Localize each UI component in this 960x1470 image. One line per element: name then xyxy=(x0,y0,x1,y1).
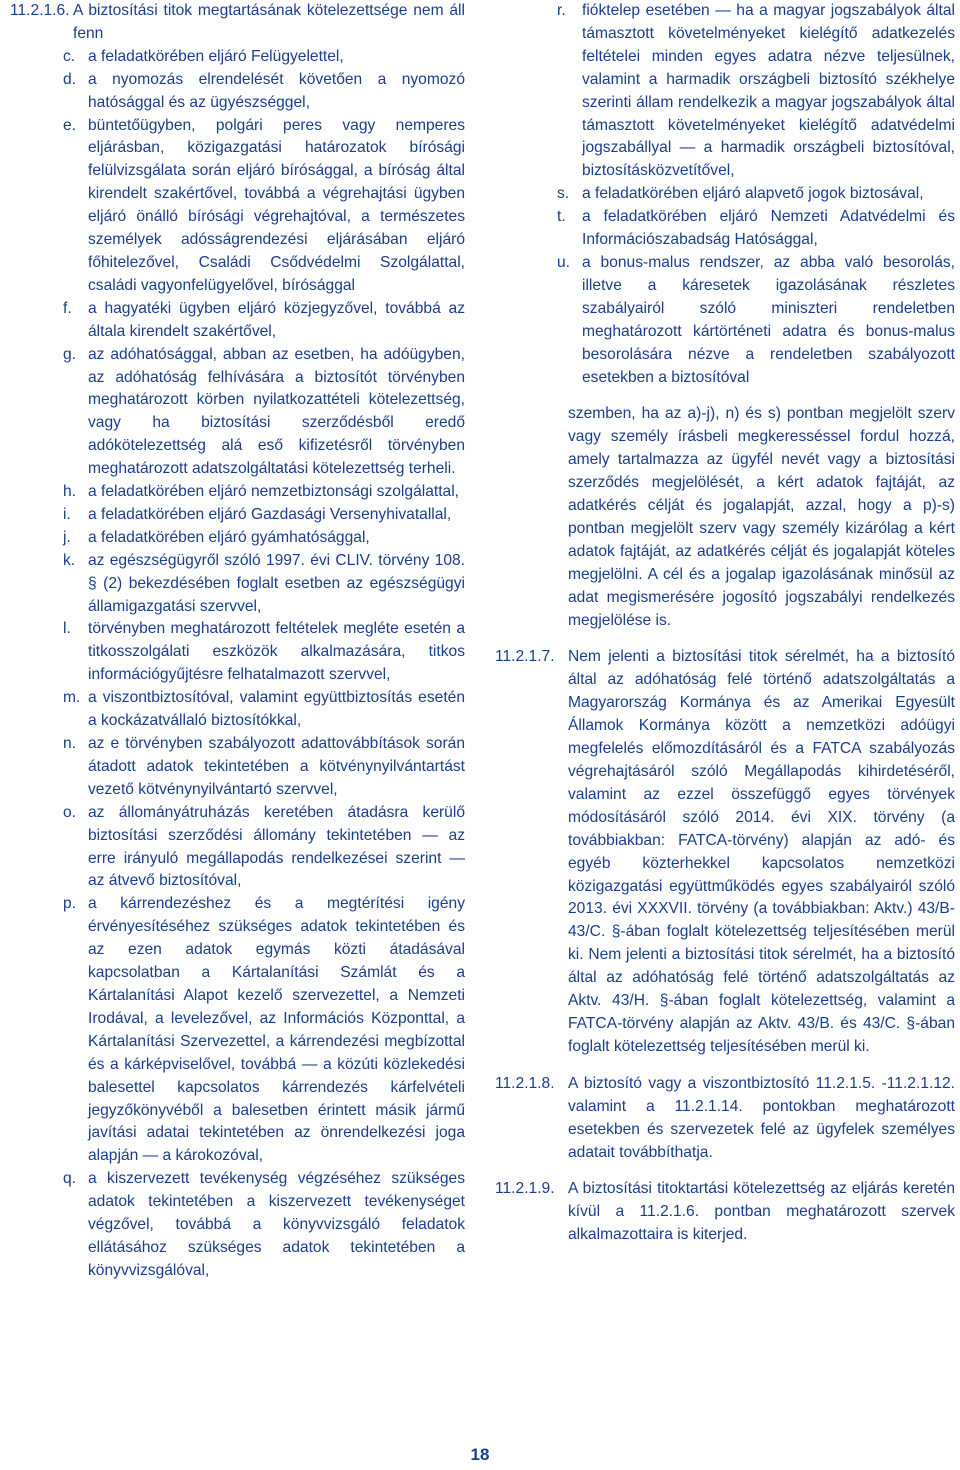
section-11-2-1-7 xyxy=(495,646,955,1058)
item-label: c. xyxy=(63,47,76,65)
item-label: g. xyxy=(63,345,77,363)
item-text: az állományátruházás keretében átadásra kerülő biztosítási szerződési állomány tekintetében — az erre irányuló megállapodás rendelkezései szerint — az átvevő biztosítóval, xyxy=(88,803,465,890)
list-item-n xyxy=(10,733,465,802)
item-label: e. xyxy=(63,116,77,134)
section-11-2-1-6 xyxy=(10,0,465,46)
item-text: törvényben meghatározott feltételek megléte esetén a titkosszolgálati eszközök alkalmazására, titkos információgyűjtésre felhatalmazott szervvel, xyxy=(88,620,465,684)
item-text: a feladatkörében eljáró Nemzeti Adatvédelmi és Információszabadság Hatósággal, xyxy=(582,208,955,249)
item-text: a feladatkörében eljáró gyámhatósággal, xyxy=(88,528,370,546)
item-label: h. xyxy=(63,483,77,501)
item-label: k. xyxy=(63,551,76,569)
right-column xyxy=(495,0,955,1247)
list-item-h xyxy=(10,481,465,504)
item-label: o. xyxy=(63,803,77,821)
section-11-2-1-8 xyxy=(495,1073,955,1165)
list-item-q xyxy=(10,1168,465,1283)
section-number: 11.2.1.6. xyxy=(10,2,70,19)
item-text: az e törvényben szabályozott adattovábbítások során átadott adatok tekintetében a kötvénynyilvántartást vezető kötvénynyilvántartó szervvel, xyxy=(88,735,465,798)
item-text: a feladatkörében eljáró alapvető jogok biztosával, xyxy=(582,185,924,203)
item-text: a feladatkörében eljáró Felügyelettel, xyxy=(88,47,344,65)
list-item-u xyxy=(495,252,955,389)
list-item-t xyxy=(495,206,955,252)
item-label: n. xyxy=(63,735,77,752)
item-text: a kiszervezett tevékenység végzéséhez szükséges adatok tekintetében a kiszervezett tevékenységet végzővel, továbbá a könyvvizsgáló feladatok ellátásához szükséges adatok tekintetében a könyvvizsgálóval, xyxy=(88,1170,465,1279)
item-text: az adóhatósággal, abban az esetben, ha adóügyben, az adóhatóság felhívására a biztosítót törvényben meghatározott körben nyilatkozattételi kötelezettség, vagy ha biztosítási szerződésből eredő adókötelezettség alá eső kifizetésről törvényben meghatározott adatszolgáltatási kötelezettség terheli. xyxy=(88,345,465,478)
list-item-e xyxy=(10,115,465,298)
item-label: j. xyxy=(63,528,71,546)
section-11-2-1-9 xyxy=(495,1178,955,1247)
list-item-r xyxy=(495,0,955,183)
list-item-s xyxy=(495,183,955,206)
item-label: d. xyxy=(63,70,77,88)
item-label: m. xyxy=(63,689,81,707)
list-item-m xyxy=(10,687,465,733)
item-label: p. xyxy=(63,895,77,913)
item-text: az egészségügyről szóló 1997. évi CLIV. törvény 108. § (2) bekezdésében foglalt esetben az egészségügyi államigazgatási szervvel, xyxy=(88,551,465,615)
item-label: i. xyxy=(63,505,71,523)
item-text: a hagyatéki ügyben eljáró közjegyzővel, továbbá az általa kirendelt szakértővel, xyxy=(88,299,465,340)
item-label: t. xyxy=(557,208,566,226)
list-item-k xyxy=(10,550,465,619)
item-label: l. xyxy=(63,620,71,638)
item-label: r. xyxy=(557,2,566,19)
left-column xyxy=(10,0,465,1283)
section-text: Nem jelenti a biztosítási titok sérelmét, ha a biztosító által az adóhatóság felé történő adatszolgáltatás a Magyarország Kormánya és az Amerikai Egyesült Államok Kormánya között a nemzetközi adóügyi megfelelés előmozdításáról és a FATCA szabályozás végrehajtásáról szóló Megállapodás kihirdetéséről, valamint az ezzel összefüggő egyes törvények módosításáról szóló 2014. évi XIX. törvény (a továbbiakban: FATCA-törvény) alapján az adó- és egyéb közterhekkel kapcsolatos nemzetközi közigazgatási együttműködés egyes szabályairól szóló 2013. évi XXXVII. törvény (a továbbiakban: Aktv.) 43/B-43/C. §-ában foglalt kötelezettség teljesítésében merül ki. Nem jelenti a biztosítási titok sérelmét, ha a biztosító által az adóhatóság felé történő adatszolgáltatás az Aktv. 43/H. §-ában foglalt kötelezettség, valamint a FATCA-törvény alapján az Aktv. 43/B. és 43/C. §-ában foglalt kötelezettség teljesítésében merül ki. xyxy=(568,648,955,1055)
list-item-j xyxy=(10,527,465,550)
section-text: A biztosítási titok megtartásának kötelezettsége nem áll fenn xyxy=(73,2,465,42)
section-number: 11.2.1.7. xyxy=(495,648,555,666)
item-text: a viszontbiztosítóval, valamint együttbiztosítás esetén a kockázatvállaló biztosítókkal, xyxy=(88,689,465,730)
section-text: A biztosító vagy a viszontbiztosító 11.2.1.5. -11.2.1.12. valamint a 11.2.1.14. pontokban meghatározott esetekben és szervezetek felé az ügyfelek személyes adatait továbbíthatja. xyxy=(568,1074,955,1161)
list-item-c xyxy=(10,46,465,69)
item-label: q. xyxy=(63,1170,77,1188)
item-text: a feladatkörében eljáró Gazdasági Versenyhivatallal, xyxy=(88,505,452,523)
list-item-p xyxy=(10,893,465,1168)
item-text: a nyomozás elrendelését követően a nyomozó hatósággal és az ügyészséggel, xyxy=(88,70,465,111)
list-item-o xyxy=(10,802,465,894)
list-item-f xyxy=(10,298,465,344)
item-text: a bonus-malus rendszer, az abba való besorolás, illetve a káresetek igazolásának részletes szabályairól szóló miniszteri rendeletben meghatározott kártörténeti adatra és bonus-malus besorolására nézve a rendeletben szabályozott esetekben a biztosítóval xyxy=(582,253,955,386)
item-text: fióktelep esetében — ha a magyar jogszabályok által támasztott követelményeket kielégítő adatkezelés feltételei minden egyes adatra nézve teljesülnek, valamint a harmadik országbeli biztosító székhelye szerinti állam rendelkezik a magyar jogszabályok által támasztott követelményeket kielégítő adatvédelmi jogszabállyal — a harmadik országbeli biztosítóval, biztosításközvetítővel, xyxy=(582,2,955,180)
item-label: u. xyxy=(557,253,571,271)
section-number: 11.2.1.8. xyxy=(495,1074,555,1092)
item-label: s. xyxy=(557,185,570,203)
item-label: f. xyxy=(63,299,72,317)
section-text: A biztosítási titoktartási kötelezettség az eljárás keretén kívül a 11.2.1.6. pontban meghatározott szervek alkalmazottaira is kiterjed. xyxy=(568,1180,955,1244)
continuation-paragraph: szemben, ha az a)-j), n) és s) pontban megjelölt szerv vagy személy írásbeli megkeresséssel fordul hozzá, amely tartalmazza az ügyfél nevét vagy a biztosítási szerződés megjelölését, a kért adatok fajtáját, az adatkérés célját és jogalapját, azzal, hogy a p)-s) pontban megjelölt szerv vagy személy kizárólag a kért adatok fajtáját, az adatkérés célját és jogalapját köteles megjelölni. A cél és a jogalap igazolásának minősül az adat megismerésére jogosító jogszabályi rendelkezés megjelölése is. xyxy=(568,405,955,629)
item-text: büntetőügyben, polgári peres vagy nemperes eljárásban, közigazgatási határozatok bírósági felülvizsgálata során eljáró bírósággal, a bíróság által kirendelt szakértővel, továbbá a végrehajtási ügyben eljáró önálló bírósági végrehajtóval, a természetes személyek adósságrendezési eljárásában eljáró főhitelezővel, Családi Csődvédelmi Szolgálattal, családi vagyonfelügyelővel, bírósággal xyxy=(88,116,465,294)
list-item-i xyxy=(10,504,465,527)
section-number: 11.2.1.9. xyxy=(495,1180,555,1198)
list-item-g xyxy=(10,344,465,481)
page-number: 18 xyxy=(470,1445,490,1464)
list-item-l xyxy=(10,618,465,687)
item-text: a kárrendezéshez és a megtérítési igény érvényesítéséhez szükséges adatok tekintetében és az ezen adatok egymás közti átadásával kapcsolatban a Kártalanítási Számlát és a Kártalanítási Alapot kezelő szervezettel, a Nemzeti Irodával, a levelezővel, az Információs Központtal, a Kártalanítási Szervezettel, a kárrendezési megbízottal és a kárképviselővel, továbbá — a közúti közlekedési balesettel kapcsolatos kárrendezés kárfelvételi jegyzőkönyvéből a balesetben érintett másik jármű javítási adatai tekintetében az önrendelkezési joga alapján — a károkozóval, xyxy=(88,895,465,1165)
list-item-d xyxy=(10,69,465,115)
item-text: a feladatkörében eljáró nemzetbiztonsági szolgálattal, xyxy=(88,483,460,501)
